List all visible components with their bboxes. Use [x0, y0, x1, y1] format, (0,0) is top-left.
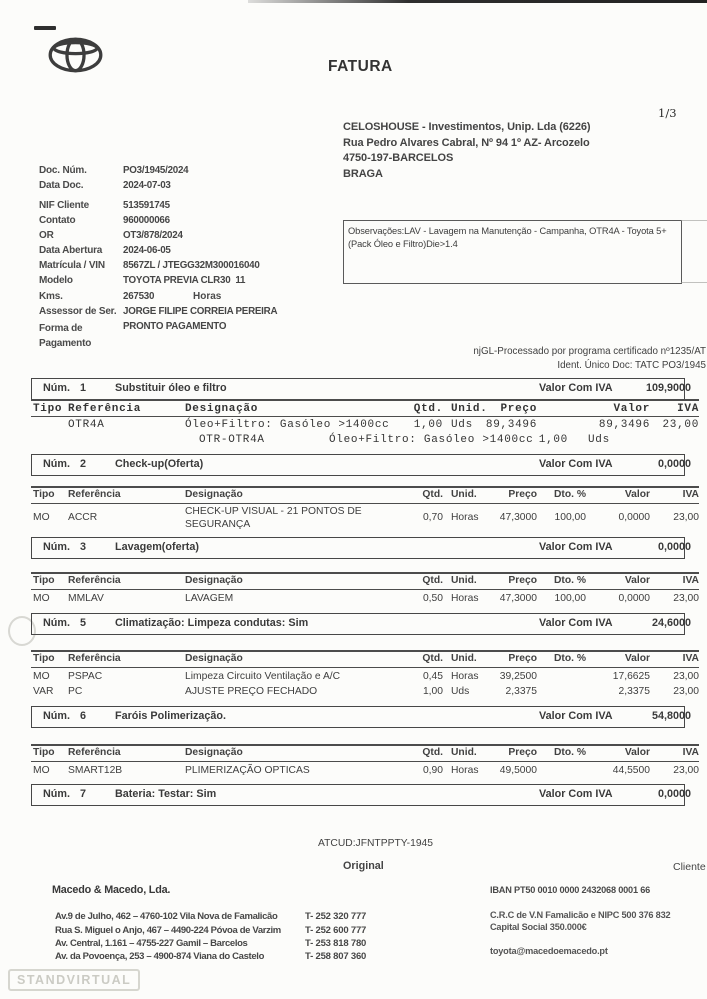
section-number: 3 [80, 541, 87, 553]
cell-unid: Uds [451, 686, 470, 697]
cell-valor: 44,5500 [612, 765, 650, 776]
table-rule [31, 416, 699, 417]
copy-cliente-label: Cliente [673, 861, 706, 873]
cell-designacao: LAVAGEM [185, 593, 234, 604]
col-referencia: Referência [68, 403, 142, 415]
cell-preco: 89,3496 [485, 419, 537, 431]
cell-unid: Uds [588, 434, 610, 446]
valor-com-iva-value: 109,9000 [645, 382, 691, 394]
section-title: Substituir óleo e filtro [115, 382, 227, 394]
col-qtd: Qtd. [422, 575, 443, 586]
section-3-table-header [0, 575, 707, 588]
col-tipo: Tipo [33, 403, 63, 415]
cell-referencia: PC [68, 686, 83, 697]
col-unid: Unid. [451, 403, 488, 415]
info-value: JORGE FILIPE CORREIA PEREIRA [123, 306, 278, 317]
col-valor: Valor [613, 403, 650, 415]
valor-com-iva-label: Valor Com IVA [539, 788, 613, 800]
info-row-doc-num [0, 165, 707, 179]
cell-qtd: 0,90 [422, 765, 443, 776]
col-designacao: Designação [185, 747, 243, 758]
table-rule [31, 399, 699, 401]
info-row-nif [0, 200, 707, 214]
col-dto: Dto. % [553, 747, 586, 758]
info-row-pagamento [0, 321, 707, 349]
dealer-address: Av. da Povoença, 253 – 4900-874 Viana do Castelo [55, 951, 265, 962]
cell-tipo: MO [33, 671, 50, 682]
info-label: Doc. Núm. [39, 165, 87, 176]
scan-mark-artifact [34, 26, 56, 30]
valor-com-iva-label: Valor Com IVA [539, 458, 613, 470]
cell-referencia: OTR-OTR4A [199, 434, 265, 446]
col-unid: Unid. [451, 489, 477, 500]
standvirtual-watermark: STANDVIRTUAL [8, 969, 140, 991]
cell-iva: 23,00 [673, 765, 699, 776]
table-row [0, 593, 707, 606]
section-5-table-header [0, 653, 707, 666]
table-rule [31, 589, 699, 590]
col-dto: Dto. % [553, 575, 586, 586]
cell-referencia: SMART12B [68, 765, 123, 776]
cell-qtd: 1,00 [538, 434, 568, 446]
table-rule [31, 503, 699, 504]
section-2-table-header [0, 489, 707, 502]
info-label: OR [39, 230, 54, 241]
info-value: 960000066 [123, 215, 170, 226]
section-title: Faróis Polimerização. [115, 710, 227, 722]
table-rule [31, 486, 699, 488]
cell-referencia: ACCR [68, 512, 98, 523]
toyota-logo-icon [48, 37, 103, 73]
customer-address-line1: Rua Pedro Alvares Cabral, Nº 94 1º AZ- Arcozelo [343, 137, 590, 149]
num-label: Núm. [43, 788, 70, 800]
info-value: 2024-07-03 [123, 180, 171, 191]
dealer-phone: T- 258 807 360 [305, 951, 367, 962]
cell-preco: 39,2500 [499, 671, 537, 682]
cell-iva: 23,00 [673, 686, 699, 697]
table-row [0, 419, 707, 432]
col-designacao: Designação [185, 653, 243, 664]
col-tipo: Tipo [33, 575, 55, 586]
col-qtd: Qtd. [422, 747, 443, 758]
cell-valor: 17,6625 [612, 671, 650, 682]
valor-com-iva-value: 0,0000 [657, 458, 691, 470]
col-preco: Preço [508, 653, 537, 664]
info-row-assessor [0, 306, 707, 320]
cell-unid: Horas [451, 765, 479, 776]
section-title: Lavagem(oferta) [115, 541, 199, 553]
section-number: 2 [80, 458, 87, 470]
info-label: Modelo [39, 275, 73, 286]
col-iva: IVA [682, 489, 699, 500]
cell-iva: 23,00 [673, 593, 699, 604]
info-value: PO3/1945/2024 [123, 165, 189, 176]
cell-qtd: 0,50 [422, 593, 443, 604]
observations-line2: (Pack Óleo e Filtro)Die>1.4 [348, 239, 458, 249]
num-label: Núm. [43, 541, 70, 553]
table-rule [31, 761, 699, 762]
info-value: 8567ZL / JTEGG32M300016040 [123, 260, 260, 271]
cell-designacao: PLIMERIZAÇÃO OPTICAS [185, 765, 310, 776]
cell-qtd: 0,70 [422, 512, 443, 523]
cell-iva: 23,00 [673, 671, 699, 682]
table-rule [31, 650, 699, 652]
dealer-address: Av.9 de Julho, 462 – 4760-102 Vila Nova de Famalicão [55, 911, 278, 922]
dealer-phone: T- 252 320 777 [305, 911, 367, 922]
info-value: 513591745 [123, 200, 170, 211]
section-2-bar [31, 454, 691, 476]
info-value: 267530 [123, 291, 155, 302]
cell-qtd: 1,00 [422, 686, 443, 697]
crc-nipc: C.R.C de V.N Famalicão e NIPC 500 376 832 [490, 910, 671, 920]
col-dto: Dto. % [553, 489, 586, 500]
col-iva: IVA [682, 747, 699, 758]
valor-com-iva-value: 54,8000 [651, 710, 691, 722]
cell-referencia: OTR4A [68, 419, 105, 431]
info-label: Assessor de Ser. [39, 306, 117, 317]
info-label: Data Abertura [39, 245, 103, 256]
scan-line-artifact [681, 220, 707, 221]
num-label: Núm. [43, 710, 70, 722]
col-referencia: Referência [68, 575, 121, 586]
section-1-bar [31, 378, 691, 400]
document-title: FATURA [328, 58, 393, 75]
section-title: Check-up(Oferta) [115, 458, 204, 470]
info-label: NIF Cliente [39, 200, 90, 211]
dealer-company-name: Macedo & Macedo, Lda. [52, 884, 171, 896]
cell-dto: 100,00 [554, 512, 586, 523]
col-valor: Valor [624, 653, 650, 664]
valor-com-iva-value: 24,6000 [651, 617, 691, 629]
col-preco: Preço [500, 403, 537, 415]
cell-qtd: 1,00 [413, 419, 443, 431]
section-6-bar [31, 706, 691, 728]
col-valor: Valor [624, 747, 650, 758]
section-5-bar [31, 613, 691, 635]
dealer-email: toyota@macedoemacedo.pt [490, 946, 608, 956]
cell-designacao: Óleo+Filtro: Gasóleo >1400cc [329, 434, 534, 446]
info-label: Forma de Pagamento [39, 323, 92, 349]
cell-tipo: MO [33, 765, 50, 776]
valor-com-iva-label: Valor Com IVA [539, 710, 613, 722]
col-qtd: Qtd. [422, 653, 443, 664]
section-7-bar [31, 784, 691, 806]
section-1-table-header [0, 403, 707, 416]
col-tipo: Tipo [33, 653, 55, 664]
atcud-code: ATCUD:JFNTPPTY-1945 [318, 838, 434, 849]
iban: IBAN PT50 0010 0000 2432068 0001 66 [490, 885, 651, 895]
col-preco: Preço [508, 489, 537, 500]
cell-unid: Horas [451, 512, 479, 523]
col-unid: Unid. [451, 575, 477, 586]
cell-valor: 0,0000 [618, 593, 650, 604]
cell-unid: Horas [451, 671, 479, 682]
cell-preco: 49,5000 [499, 765, 537, 776]
dealer-address: Av. Central, 1.161 – 4755-227 Gamil – Barcelos [55, 938, 248, 949]
table-row [0, 671, 707, 684]
customer-address-line3: BRAGA [343, 168, 383, 180]
cell-designacao-line2: SEGURANÇA [185, 519, 251, 530]
cell-tipo: VAR [33, 686, 54, 697]
cell-referencia: PSPAC [68, 671, 103, 682]
info-label: Matrícula / VIN [39, 260, 105, 271]
table-rule [31, 744, 699, 746]
cell-valor: 0,0000 [618, 512, 650, 523]
table-rule [31, 572, 699, 574]
cell-tipo: MO [33, 593, 50, 604]
num-label: Núm. [43, 382, 70, 394]
section-number: 5 [80, 617, 87, 629]
cell-preco: 47,3000 [499, 593, 537, 604]
table-row [0, 765, 707, 778]
section-3-bar [31, 537, 691, 559]
cell-valor: 2,3375 [618, 686, 650, 697]
info-label: Data Doc. [39, 180, 84, 191]
section-title: Bateria: Testar: Sim [115, 788, 217, 800]
info-value: TOYOTA PREVIA CLR30 11 [123, 275, 246, 286]
col-iva: IVA [682, 575, 699, 586]
cell-qtd: 0,45 [422, 671, 443, 682]
col-preco: Preço [508, 747, 537, 758]
cell-designacao-line1: CHECK-UP VISUAL - 21 PONTOS DE [185, 506, 362, 517]
info-label: Contato [39, 215, 76, 226]
section-number: 1 [80, 382, 87, 394]
document-unique-id: Ident. Único Doc: TATC PO3/1945 [557, 360, 706, 371]
valor-com-iva-value: 0,0000 [657, 788, 691, 800]
info-value: PRONTO PAGAMENTO [123, 321, 227, 332]
table-rule [31, 667, 699, 668]
cell-designacao: AJUSTE PREÇO FECHADO [185, 686, 318, 697]
col-unid: Unid. [451, 747, 477, 758]
col-preco: Preço [508, 575, 537, 586]
cell-iva: 23,00 [673, 512, 699, 523]
col-iva: IVA [682, 653, 699, 664]
valor-com-iva-label: Valor Com IVA [539, 541, 613, 553]
info-row-data-doc [0, 180, 707, 194]
info-value: OT3/878/2024 [123, 230, 183, 241]
col-designacao: Designação [185, 403, 259, 415]
dealer-address: Rua S. Miguel o Anjo, 467 – 4490-224 Póvoa de Varzim [55, 925, 281, 936]
cell-preco: 2,3375 [505, 686, 537, 697]
col-dto: Dto. % [553, 653, 586, 664]
col-qtd: Qtd. [413, 403, 443, 415]
num-label: Núm. [43, 617, 70, 629]
capital-social: Capital Social 350.000€ [490, 922, 587, 932]
num-label: Núm. [43, 458, 70, 470]
observations-box [343, 220, 682, 284]
table-row [0, 519, 707, 532]
observations-line1: Observações:LAV - Lavagem na Manutenção - Campanha, OTR4A - Toyota 5+ [348, 226, 667, 236]
col-iva: IVA [677, 403, 699, 415]
cell-designacao: Limpeza Circuito Ventilação e A/C [185, 671, 341, 682]
info-row-kms [0, 291, 707, 305]
dealer-phone: T- 253 818 780 [305, 938, 367, 949]
info-label: Kms. [39, 291, 63, 302]
valor-com-iva-label: Valor Com IVA [539, 617, 613, 629]
section-title: Climatização: Limpeza condutas: Sim [115, 617, 309, 629]
cell-preco: 47,3000 [499, 512, 537, 523]
section-number: 6 [80, 710, 87, 722]
col-valor: Valor [624, 575, 650, 586]
section-number: 7 [80, 788, 87, 800]
col-valor: Valor [624, 489, 650, 500]
copy-original-label: Original [343, 860, 384, 872]
col-referencia: Referência [68, 747, 121, 758]
info-kms-unit: Horas [193, 291, 222, 302]
cell-tipo: MO [33, 512, 50, 523]
page-number: 1/3 [658, 106, 677, 120]
col-unid: Unid. [451, 653, 477, 664]
info-value: 2024-06-05 [123, 245, 171, 256]
table-row [0, 686, 707, 699]
col-designacao: Designação [185, 489, 243, 500]
col-referencia: Referência [68, 653, 121, 664]
cell-unid: Uds [451, 419, 473, 431]
valor-com-iva-value: 0,0000 [657, 541, 691, 553]
cell-dto: 100,00 [554, 593, 586, 604]
col-referencia: Referência [68, 489, 121, 500]
col-qtd: Qtd. [422, 489, 443, 500]
col-tipo: Tipo [33, 489, 55, 500]
col-tipo: Tipo [33, 747, 55, 758]
customer-address-line2: 4750-197-BARCELOS [343, 152, 454, 164]
table-subrow [0, 434, 707, 447]
cell-unid: Horas [451, 593, 479, 604]
certification-line: njGL-Processado por programa certificado nº1235/AT [473, 346, 706, 357]
cell-designacao: Óleo+Filtro: Gasóleo >1400cc [185, 419, 390, 431]
customer-name: CELOSHOUSE - Investimentos, Unip. Lda (6226) [343, 121, 591, 133]
scan-line-artifact [681, 282, 707, 283]
cell-iva: 23,00 [662, 419, 699, 431]
scan-edge-artifact [248, 0, 707, 3]
section-6-table-header [0, 747, 707, 760]
valor-com-iva-label: Valor Com IVA [539, 382, 613, 394]
col-designacao: Designação [185, 575, 243, 586]
cell-valor: 89,3496 [598, 419, 650, 431]
dealer-phone: T- 252 600 777 [305, 925, 367, 936]
cell-referencia: MMLAV [68, 593, 104, 604]
